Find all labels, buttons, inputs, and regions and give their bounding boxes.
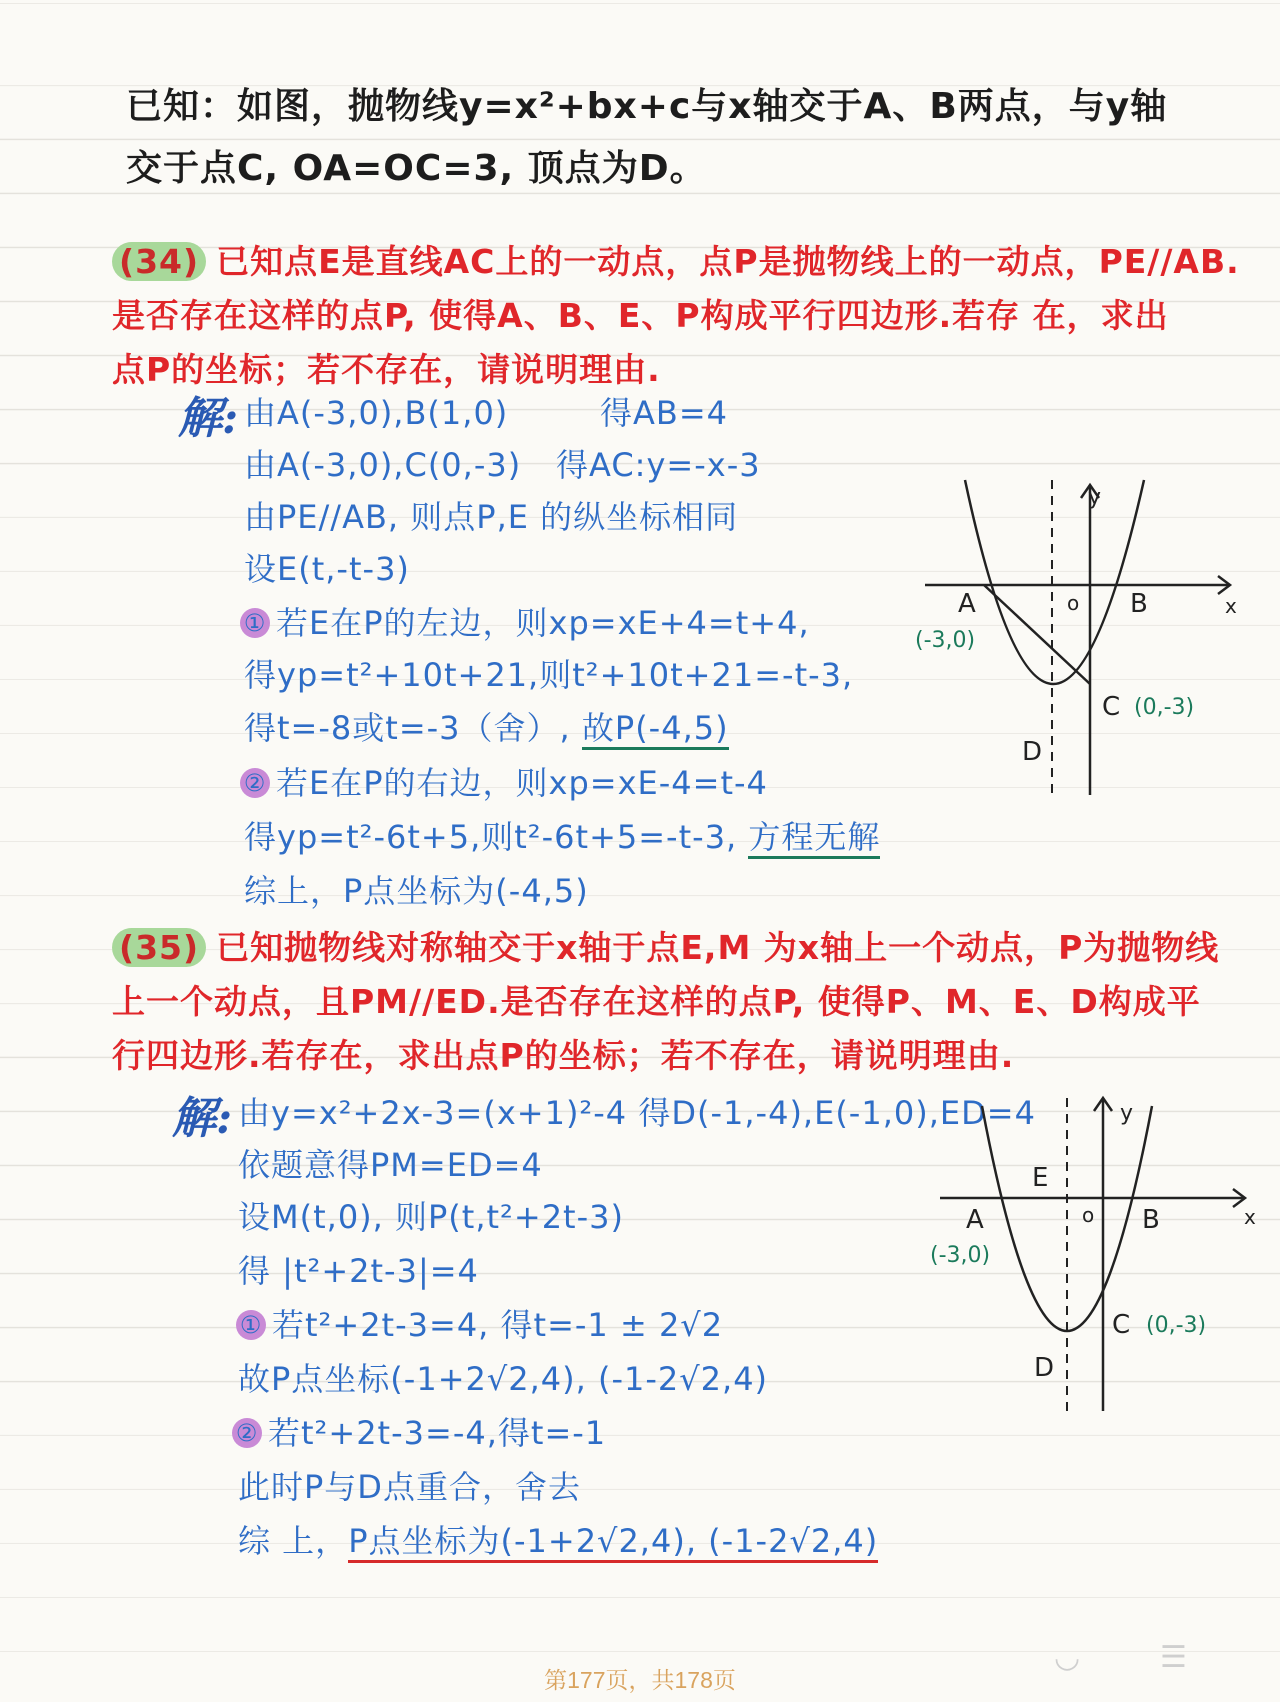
q34-text-1: 已知点E是直线AC上的一动点，点P是抛物线上的一动点，PE//AB.: [216, 242, 1240, 281]
label-c: C: [1102, 692, 1121, 722]
coord-a: (-3,0): [930, 1243, 991, 1268]
q35-sol-case2-text: 若t²+2t-3=-4,得t=-1: [268, 1414, 607, 1452]
page-number: 第177页，共178页: [544, 1667, 736, 1693]
q35-sol-line-8: 此时P与D点重合，舍去: [238, 1468, 581, 1506]
q34-sol-line-7a: 得t=-8或t=-3（舍）,: [244, 709, 571, 747]
label-b: B: [1130, 589, 1148, 619]
q34-number-badge: (34): [112, 242, 206, 281]
q34-line-1: [112, 236, 1240, 283]
q34-sol-line-4: 设E(t,-t-3): [244, 550, 410, 588]
label-e: E: [1032, 1163, 1049, 1193]
q34-sol-line-10: 综上，P点坐标为(-4,5): [244, 872, 589, 910]
given-line-2: 交于点C, OA=OC=3, 顶点为D。: [126, 148, 707, 189]
scroll-control-icon[interactable]: ◡: [1054, 1640, 1081, 1675]
q35-sol-case1-text: 若t²+2t-3=4, 得t=-1 ± 2√2: [272, 1306, 724, 1344]
graph-35: [930, 1086, 1260, 1416]
label-c: C: [1112, 1310, 1131, 1340]
q35-sol-line-9: [238, 1516, 878, 1562]
label-d: D: [1034, 1353, 1055, 1383]
q35-sol-line-5: [236, 1300, 723, 1346]
q35-solution-mark: 解:: [172, 1093, 233, 1144]
q35-sol-line-6: 故P点坐标(-1+2√2,4), (-1-2√2,4): [238, 1360, 769, 1398]
q34-line-2: 是否存在这样的点P, 使得A、B、E、P构成平行四边形.若存 在，求出: [112, 296, 1169, 335]
q34-sol-line-1a: 由A(-3,0),B(1,0): [244, 394, 509, 432]
q34-sol-line-5: [240, 598, 810, 644]
case-1-badge: ①: [236, 1310, 266, 1340]
q35-sol-line-1: 由y=x²+2x-3=(x+1)²-4 得D(-1,-4),E(-1,0),ED=4: [238, 1094, 1036, 1132]
case-1-badge: ①: [240, 608, 270, 638]
label-x: x: [1225, 594, 1237, 618]
q34-answer-case1: 故P(-4,5): [582, 709, 729, 750]
q34-no-solution: 方程无解: [748, 818, 880, 859]
q34-sol-line-9a: 得yp=t²-6t+5,则t²-6t+5=-t-3,: [244, 818, 738, 856]
label-o: o: [1082, 1203, 1095, 1227]
label-y: y: [1088, 485, 1102, 510]
q35-sol-line-9a: 综 上，: [238, 1522, 349, 1560]
coord-c: (0,-3): [1146, 1313, 1207, 1338]
label-x: x: [1244, 1205, 1256, 1229]
q34-sol-case1-text: 若E在P的左边，则xp=xE+4=t+4,: [276, 604, 810, 642]
q35-line-2: 上一个动点，且PM//ED.是否存在这样的点P, 使得P、M、E、D构成平: [112, 982, 1201, 1021]
q34-line-3: 点P的坐标；若不存在，请说明理由.: [112, 350, 661, 389]
coord-c: (0,-3): [1134, 695, 1195, 720]
label-a: A: [958, 589, 976, 619]
coord-a: (-3,0): [915, 628, 976, 653]
q34-sol-line-8: [240, 758, 768, 804]
case-2-badge: ②: [240, 768, 270, 798]
q34-sol-line-3: 由PE//AB, 则点P,E 的纵坐标相同: [244, 498, 739, 536]
parabola: [965, 480, 1144, 684]
q35-sol-line-4: 得 |t²+2t-3|=4: [238, 1252, 479, 1290]
q35-number-badge: (35): [112, 928, 206, 967]
label-o: o: [1067, 591, 1080, 615]
q35-sol-line-7: [232, 1408, 606, 1454]
q34-sol-line-7: [244, 703, 729, 749]
case-2-badge: ②: [232, 1418, 262, 1448]
label-a: A: [966, 1205, 984, 1235]
q35-final-answer: P点坐标为(-1+2√2,4), (-1-2√2,4): [348, 1522, 878, 1563]
label-b: B: [1142, 1205, 1160, 1235]
q34-sol-line-9: [244, 812, 880, 858]
q34-sol-line-2a: 由A(-3,0),C(0,-3): [244, 446, 522, 484]
menu-icon[interactable]: ☰: [1160, 1640, 1187, 1675]
q35-sol-line-3: 设M(t,0), 则P(t,t²+2t-3): [238, 1198, 624, 1236]
graph-34: [900, 470, 1240, 800]
given-line-1: 已知：如图，抛物线y=x²+bx+c与x轴交于A、B两点，与y轴: [126, 86, 1168, 127]
label-y: y: [1120, 1101, 1134, 1126]
q34-sol-line-1b: 得AB=4: [600, 394, 729, 432]
q34-sol-line-6: 得yp=t²+10t+21,则t²+10t+21=-t-3,: [244, 656, 854, 694]
label-d: D: [1022, 737, 1043, 767]
q34-sol-case2-text: 若E在P的右边，则xp=xE-4=t-4: [276, 764, 768, 802]
q34-sol-line-2b: 得AC:y=-x-3: [556, 446, 761, 484]
q35-text-1: 已知抛物线对称轴交于x轴于点E,M 为x轴上一个动点，P为抛物线: [216, 928, 1220, 967]
q35-line-1: [112, 922, 1219, 969]
q35-sol-line-2: 依题意得PM=ED=4: [238, 1146, 543, 1184]
q35-line-3: 行四边形.若存在，求出点P的坐标；若不存在，请说明理由.: [112, 1036, 1015, 1075]
q34-solution-mark: 解:: [178, 393, 239, 444]
